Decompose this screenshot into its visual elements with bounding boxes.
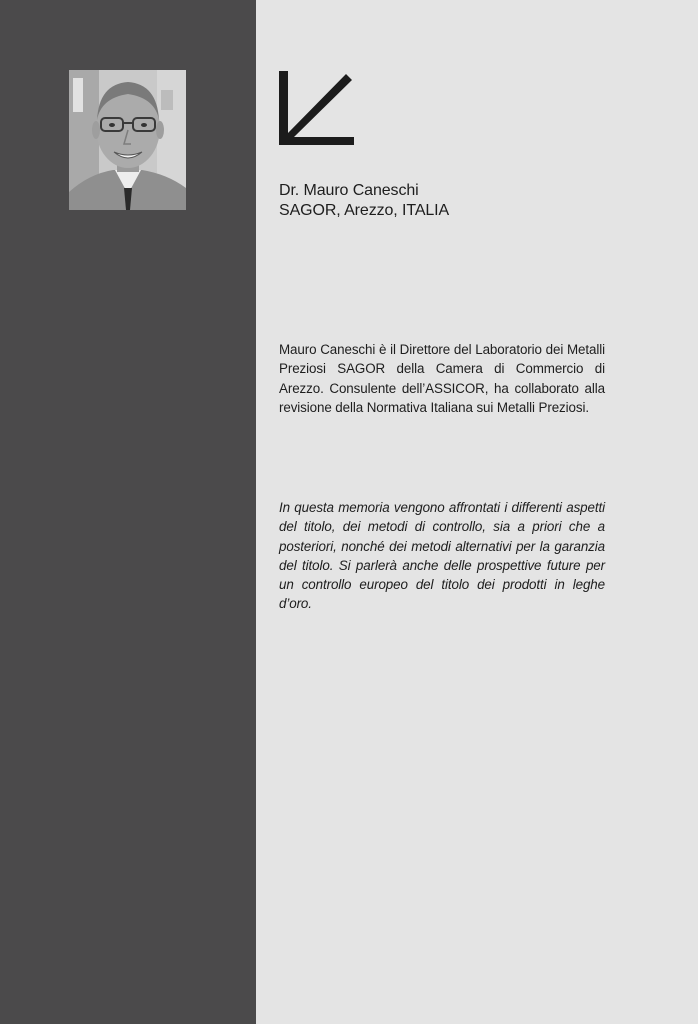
paper-abstract: In questa memoria vengono affrontati i differenti aspetti del titolo, dei metodi di controllo, sia a priori che a posteriori, nonché dei metodi alternativi per la garanzia del titolo. Si parlerà anche delle prospettive future per un controllo europeo del titolo dei prodotti in leghe d’oro. xyxy=(279,500,605,612)
arrow-down-left-icon xyxy=(278,70,356,146)
author-bio: Mauro Caneschi è il Direttore del Laboratorio dei Metalli Preziosi SAGOR della Camera di Commercio di Arezzo. Consulente dell’ASSICOR, ha collaborato alla revisione della Normativa Italiana sui Metalli Preziosi. xyxy=(279,342,605,415)
author-affiliation: SAGOR, Arezzo, ITALIA xyxy=(279,202,450,219)
author-name: Dr. Mauro Caneschi xyxy=(279,182,419,199)
author-portrait xyxy=(69,70,186,210)
